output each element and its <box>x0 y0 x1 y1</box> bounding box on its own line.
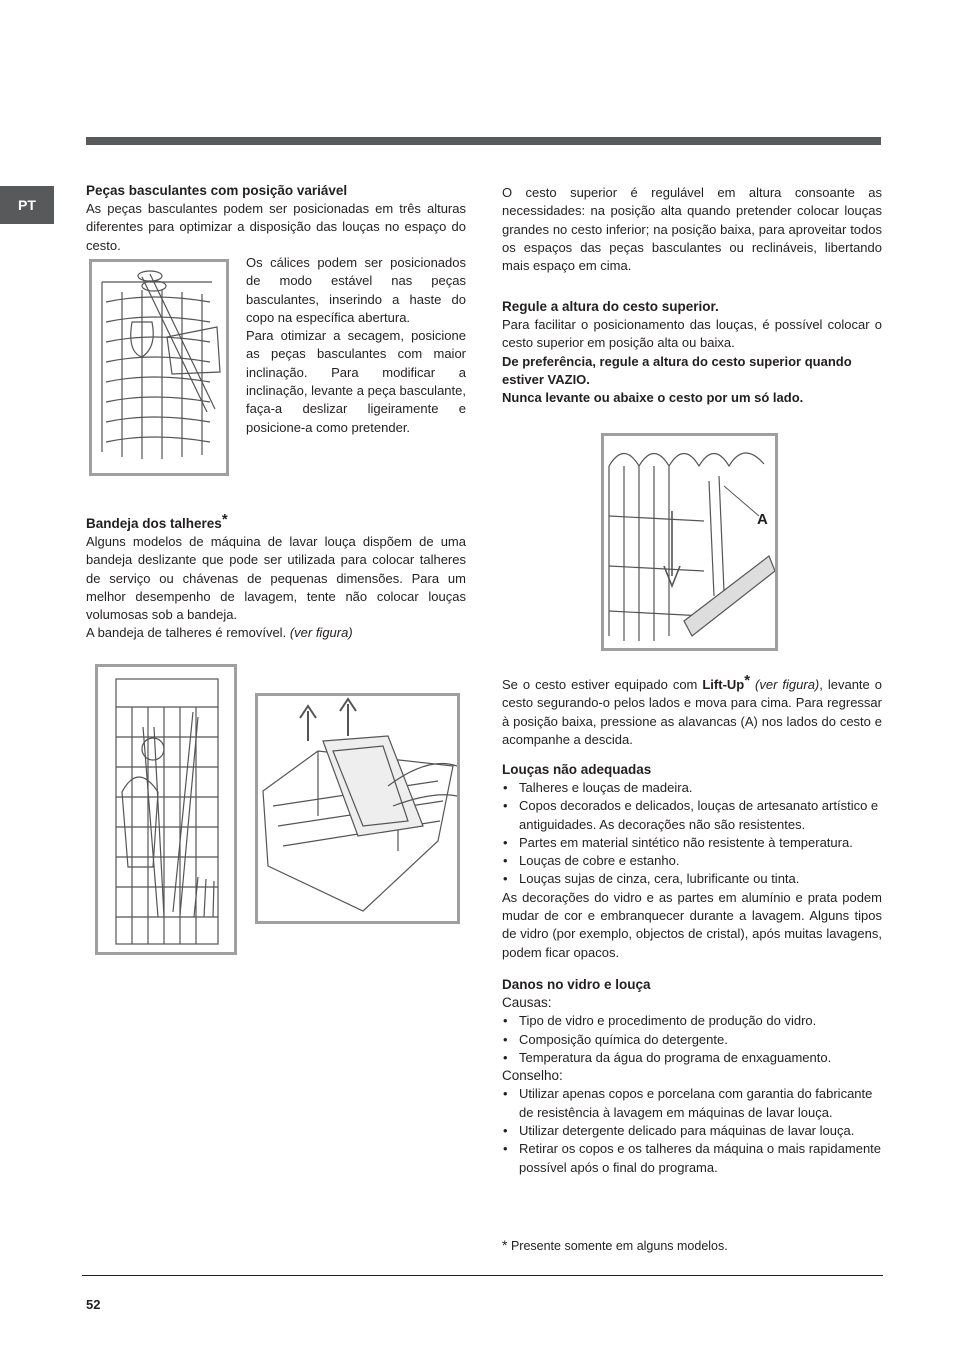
decorations-note: As decorações do vidro e as partes em alumínio e prata podem mudar de cor e embranquecer durante a lavagem. Alguns tipos de vidro (por exemplo, objectos de cristal), após muitas lavagens, podem ficar opacos. <box>502 889 882 960</box>
section-title: Bandeja dos talheres <box>86 516 222 531</box>
footnote-marker: * <box>221 511 228 528</box>
footnote-text: Presente somente em alguns modelos. <box>510 1239 728 1253</box>
section-title: Louças não adequadas <box>502 762 652 777</box>
header-rule <box>86 137 881 145</box>
section-title: Regule a altura do cesto superior. <box>502 299 719 314</box>
list-item: • Utilizar detergente delicado para máquinas de lavar louça. <box>502 1122 882 1140</box>
section-body: Alguns modelos de máquina de lavar louça dispõem de uma bandeja deslizante que pode ser utilizada para colocar talheres de serviço ou chávenas de pequenas dimensões. Para um melhor desempenho de lavagem, tente não colocar louças volumosas sob a bandeja. <box>86 534 466 623</box>
upper-basket-intro <box>502 184 882 275</box>
drying-note: Para otimizar a secagem, posicione as peças basculantes com maior inclinação. Para modificar a inclinação, levante a peça basculante, faça-a deslizar ligeiramente e posicione-a como pretender. <box>246 328 466 435</box>
list-item: • Partes em material sintético não resistente à temperatura. <box>502 834 882 852</box>
lever-label-a: A <box>757 511 768 528</box>
footnote <box>502 1236 882 1255</box>
tilting-rack-illustration <box>92 262 226 473</box>
list-item: • Composição química do detergente. <box>502 1031 882 1049</box>
advice-label: Conselho: <box>502 1068 563 1084</box>
list-item: • Talheres e louças de madeira. <box>502 779 882 797</box>
list-item: • Louças sujas de cinza, cera, lubrificante ou tinta. <box>502 870 882 888</box>
page-number: 52 <box>86 1297 101 1312</box>
liftup-pre: Se o cesto estiver equipado com <box>502 677 698 692</box>
see-figure-ref: (ver figura) <box>755 677 820 692</box>
list-item: • Utilizar apenas copos e porcelana com garantia do fabricante de resistência à lavagem em máquinas de lavar louça. <box>502 1085 882 1122</box>
section-title: Peças basculantes com posição variável <box>86 183 348 198</box>
cutlery-tray-illustration <box>98 667 234 952</box>
tray-removal-figure <box>255 693 460 924</box>
section-bandeja-talheres <box>86 511 466 643</box>
footnote-marker: * <box>744 672 751 689</box>
lift-up-description <box>502 672 882 749</box>
section-body: Para facilitar o posicionamento das louças, é possível colocar o cesto superior em posição alta ou baixa. <box>502 317 882 351</box>
intro-text: O cesto superior é regulável em altura consoante as necessidades: na posição alta quando pretender colocar louças grandes no cesto inferior; na posição baixa, para aproveitar todos os espaços das peças basculantes ou reclináveis, libertando mais espaço em cima. <box>502 185 882 274</box>
unsuitable-list <box>502 779 882 889</box>
section-title: Danos no vidro e louça <box>502 977 651 992</box>
section-pecas-basculantes <box>86 181 466 255</box>
advice-list <box>502 1085 882 1176</box>
footnote-star: * <box>502 1237 508 1253</box>
causes-list <box>502 1012 882 1067</box>
section-regule-altura <box>502 297 882 407</box>
see-figure-ref: (ver figura) <box>289 625 353 641</box>
liftup-name: Lift-Up <box>702 677 745 692</box>
list-item: • Louças de cobre e estanho. <box>502 852 882 870</box>
section-intro: As peças basculantes podem ser posicionadas em três alturas diferentes para optimizar a disposição das louças no espaço do cesto. <box>86 201 466 253</box>
cutlery-tray-figure <box>95 664 237 955</box>
footer-rule <box>82 1275 883 1276</box>
tilting-rack-notes <box>246 254 466 437</box>
list-item: • Retirar os copos e os talheres da máquina o mais rapidamente possível após o final do programa. <box>502 1140 882 1177</box>
causes-label: Causas: <box>502 995 552 1010</box>
language-tab: PT <box>0 186 54 224</box>
list-item: • Temperatura da água do programa de enxaguamento. <box>502 1049 882 1067</box>
tilting-rack-figure <box>89 259 229 476</box>
list-item: • Copos decorados e delicados, louças de artesanato artístico e antiguidades. As decorações não são resistentes. <box>502 797 882 834</box>
warning-one-side: Nunca levante ou abaixe o cesto por um só lado. <box>502 390 804 406</box>
removable-note: A bandeja de talheres é removível. <box>86 625 287 641</box>
warning-empty: De preferência, regule a altura do cesto superior quando estiver VAZIO. <box>502 353 852 387</box>
glass-note: Os cálices podem ser posicionados de modo estável nas peças basculantes, inserindo a haste do copo na específica abertura. <box>246 255 466 325</box>
list-item: • Tipo de vidro e procedimento de produção do vidro. <box>502 1012 882 1030</box>
section-danos <box>502 975 882 1177</box>
tray-removal-illustration <box>258 696 457 921</box>
lift-up-figure <box>601 433 778 651</box>
liftup-post: , levante o cesto segurando-o pelos lados e mova para cima. Para regressar à posição baixa, pressione as alavancas (A) nos lados do cesto e acompanhe a descida. <box>502 677 882 747</box>
lift-up-illustration <box>604 436 775 648</box>
section-loucas-nao-adequadas <box>502 760 882 962</box>
